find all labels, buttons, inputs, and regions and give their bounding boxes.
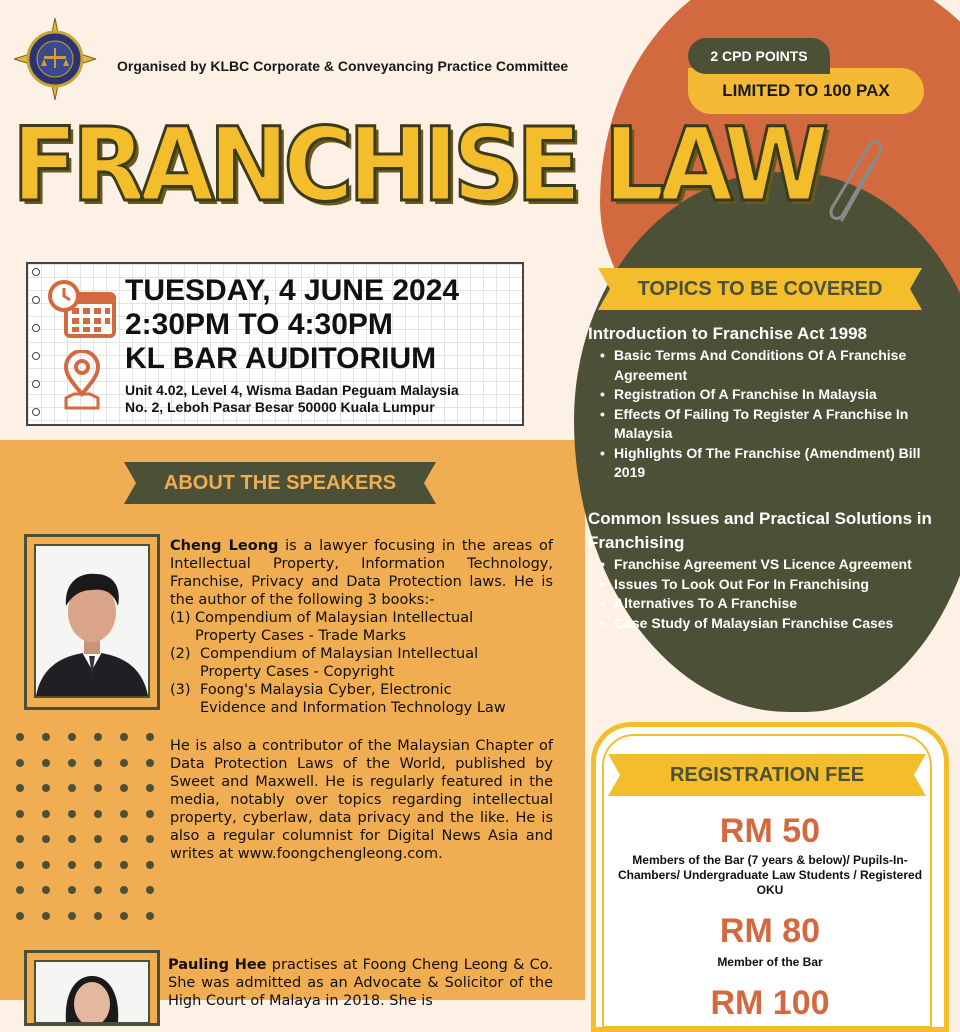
- decorative-dot: [42, 810, 50, 818]
- speaker1-bio-intro: is a lawyer focusing in the areas of Intellectual Property, Information Technology, Franchise, Privacy and Data Protection laws. He is the author of the following 3 books:-: [170, 538, 553, 608]
- decorative-dot: [146, 912, 154, 920]
- decorative-dot: [146, 835, 154, 843]
- decorative-dot: [16, 759, 24, 767]
- event-venue: KL BAR AUDITORIUM: [125, 342, 437, 375]
- calendar-clock-icon: [48, 280, 116, 340]
- decorative-dot: [120, 886, 128, 894]
- decorative-dot: [68, 861, 76, 869]
- book-item: (2) Compendium of Malaysian Intellectual: [170, 646, 479, 662]
- address-line-2: No. 2, Leboh Pasar Besar 50000 Kuala Lumpur: [125, 399, 435, 415]
- decorative-dot: [94, 886, 102, 894]
- decorative-dot: [68, 886, 76, 894]
- book-item-cont: Evidence and Information Technology Law: [200, 700, 506, 716]
- speakers-background-panel: [0, 440, 585, 1000]
- organiser-text: Organised by KLBC Corporate & Conveyancing Practice Committee: [117, 58, 569, 74]
- decorative-dot: [120, 784, 128, 792]
- book-item: (1) Compendium of Malaysian Intellectual: [170, 610, 474, 626]
- topics-section2-list: [588, 555, 943, 633]
- decorative-dot: [94, 810, 102, 818]
- speaker2-photo: [34, 960, 150, 1024]
- list-item: • Basic Terms And Conditions Of A Franchise Agreement: [588, 346, 943, 385]
- decorative-dot: [68, 784, 76, 792]
- speaker1-bio-more: He is also a contributor of the Malaysian Chapter of Data Protection Laws of the World, published by Sweet and Maxwell. He is regularly featured in the media, notably over topics regarding intellectual property, cyberlaw, data privacy and the like. He is also a regular columnist for Digital News Asia and writes at www.foongchengleong.com.: [170, 738, 553, 862]
- page-title: FRANCHISE LAW: [12, 106, 824, 225]
- decorative-dot: [146, 886, 154, 894]
- fee1-description: Members of the Bar (7 years & below)/ Pupils-In-Chambers/ Undergraduate Law Students / Registered OKU: [617, 853, 923, 897]
- fee2-price: RM 80: [719, 912, 821, 950]
- fee1-price: RM 50: [719, 812, 821, 850]
- fee2-description: Member of the Bar: [717, 955, 823, 969]
- event-time: 2:30PM TO 4:30PM: [125, 308, 393, 341]
- decorative-dot: [16, 835, 24, 843]
- decorative-dot: [146, 784, 154, 792]
- registration-heading: REGISTRATION FEE: [669, 764, 865, 786]
- decorative-dot: [120, 861, 128, 869]
- topics-section1-list: [588, 346, 943, 483]
- list-item: • Franchise Agreement VS Licence Agreement: [588, 555, 943, 575]
- decorative-dot: [146, 810, 154, 818]
- decorative-dot: [42, 886, 50, 894]
- list-item: • Issues To Look Out For In Franchising: [588, 575, 943, 595]
- decorative-dot: [94, 861, 102, 869]
- decorative-dot: [120, 733, 128, 741]
- list-item: • Case Study of Malaysian Franchise Cases: [588, 614, 943, 634]
- speaker1-photo: [34, 544, 150, 698]
- decorative-dot: [94, 733, 102, 741]
- decorative-dot: [16, 912, 24, 920]
- topics-section2-title: Common Issues and Practical Solutions in Franchising: [588, 509, 932, 552]
- speaker1-name: Cheng Leong: [170, 538, 279, 554]
- decorative-dot: [146, 733, 154, 741]
- decorative-dot: [16, 886, 24, 894]
- decorative-dot: [94, 835, 102, 843]
- speakers-heading: ABOUT THE SPEAKERS: [163, 472, 397, 494]
- decorative-dot: [16, 810, 24, 818]
- decorative-dot: [42, 733, 50, 741]
- book-item: (3) Foong's Malaysia Cyber, Electronic: [170, 682, 452, 698]
- speaker2-bio-text: practises at Foong Cheng Leong & Co. She was admitted as an Advocate & Solicitor of the High Court of Malaya in 2018. She is: [168, 957, 554, 1009]
- decorative-dot: [68, 835, 76, 843]
- decorative-dot: [120, 810, 128, 818]
- decorative-dot: [16, 733, 24, 741]
- list-item: • Effects Of Failing To Register A Franchise In Malaysia: [588, 405, 943, 444]
- speaker1-books: [170, 609, 553, 717]
- decorative-dot: [42, 784, 50, 792]
- decorative-dot: [120, 912, 128, 920]
- decorative-dot: [68, 810, 76, 818]
- fee3-price: RM 100: [710, 984, 830, 1022]
- decorative-dot: [68, 912, 76, 920]
- decorative-dot: [42, 759, 50, 767]
- list-item: • Alternatives To A Franchise: [588, 594, 943, 614]
- decorative-dot: [42, 912, 50, 920]
- limited-pax-badge: LIMITED TO 100 PAX: [688, 68, 924, 114]
- speaker2-bio: [168, 956, 553, 1010]
- book-item-cont: Property Cases - Copyright: [200, 664, 395, 680]
- decorative-dot: [94, 912, 102, 920]
- location-pin-icon: [62, 350, 102, 410]
- bar-council-logo: [14, 18, 96, 100]
- decorative-dot: [16, 784, 24, 792]
- notepad-holes: [32, 268, 40, 436]
- speaker2-name: Pauling Hee: [168, 957, 267, 973]
- speaker1-bio: [170, 537, 553, 609]
- decorative-dot: [120, 835, 128, 843]
- decorative-dot: [94, 784, 102, 792]
- decorative-dot: [16, 861, 24, 869]
- decorative-dot: [94, 759, 102, 767]
- paperclip-icon: [822, 138, 886, 224]
- decorative-dot: [68, 759, 76, 767]
- event-date: TUESDAY, 4 JUNE 2024: [125, 274, 460, 307]
- speaker2-portrait: [36, 962, 148, 1022]
- decorative-dot: [42, 835, 50, 843]
- speaker1-portrait: [36, 546, 148, 696]
- decorative-dot: [120, 759, 128, 767]
- decorative-dot: [68, 733, 76, 741]
- list-item: • Highlights Of The Franchise (Amendment) Bill 2019: [588, 444, 943, 483]
- topics-section1-title: Introduction to Franchise Act 1998: [588, 324, 867, 343]
- decorative-dot: [146, 759, 154, 767]
- decorative-dot: [146, 861, 154, 869]
- cpd-points-badge: 2 CPD POINTS: [688, 38, 830, 74]
- topics-heading: TOPICS TO BE COVERED: [637, 278, 883, 300]
- book-item-cont: Property Cases - Trade Marks: [195, 628, 407, 644]
- decorative-dot: [42, 861, 50, 869]
- address-line-1: Unit 4.02, Level 4, Wisma Badan Peguam Malaysia: [125, 382, 459, 398]
- list-item: • Registration Of A Franchise In Malaysia: [588, 385, 943, 405]
